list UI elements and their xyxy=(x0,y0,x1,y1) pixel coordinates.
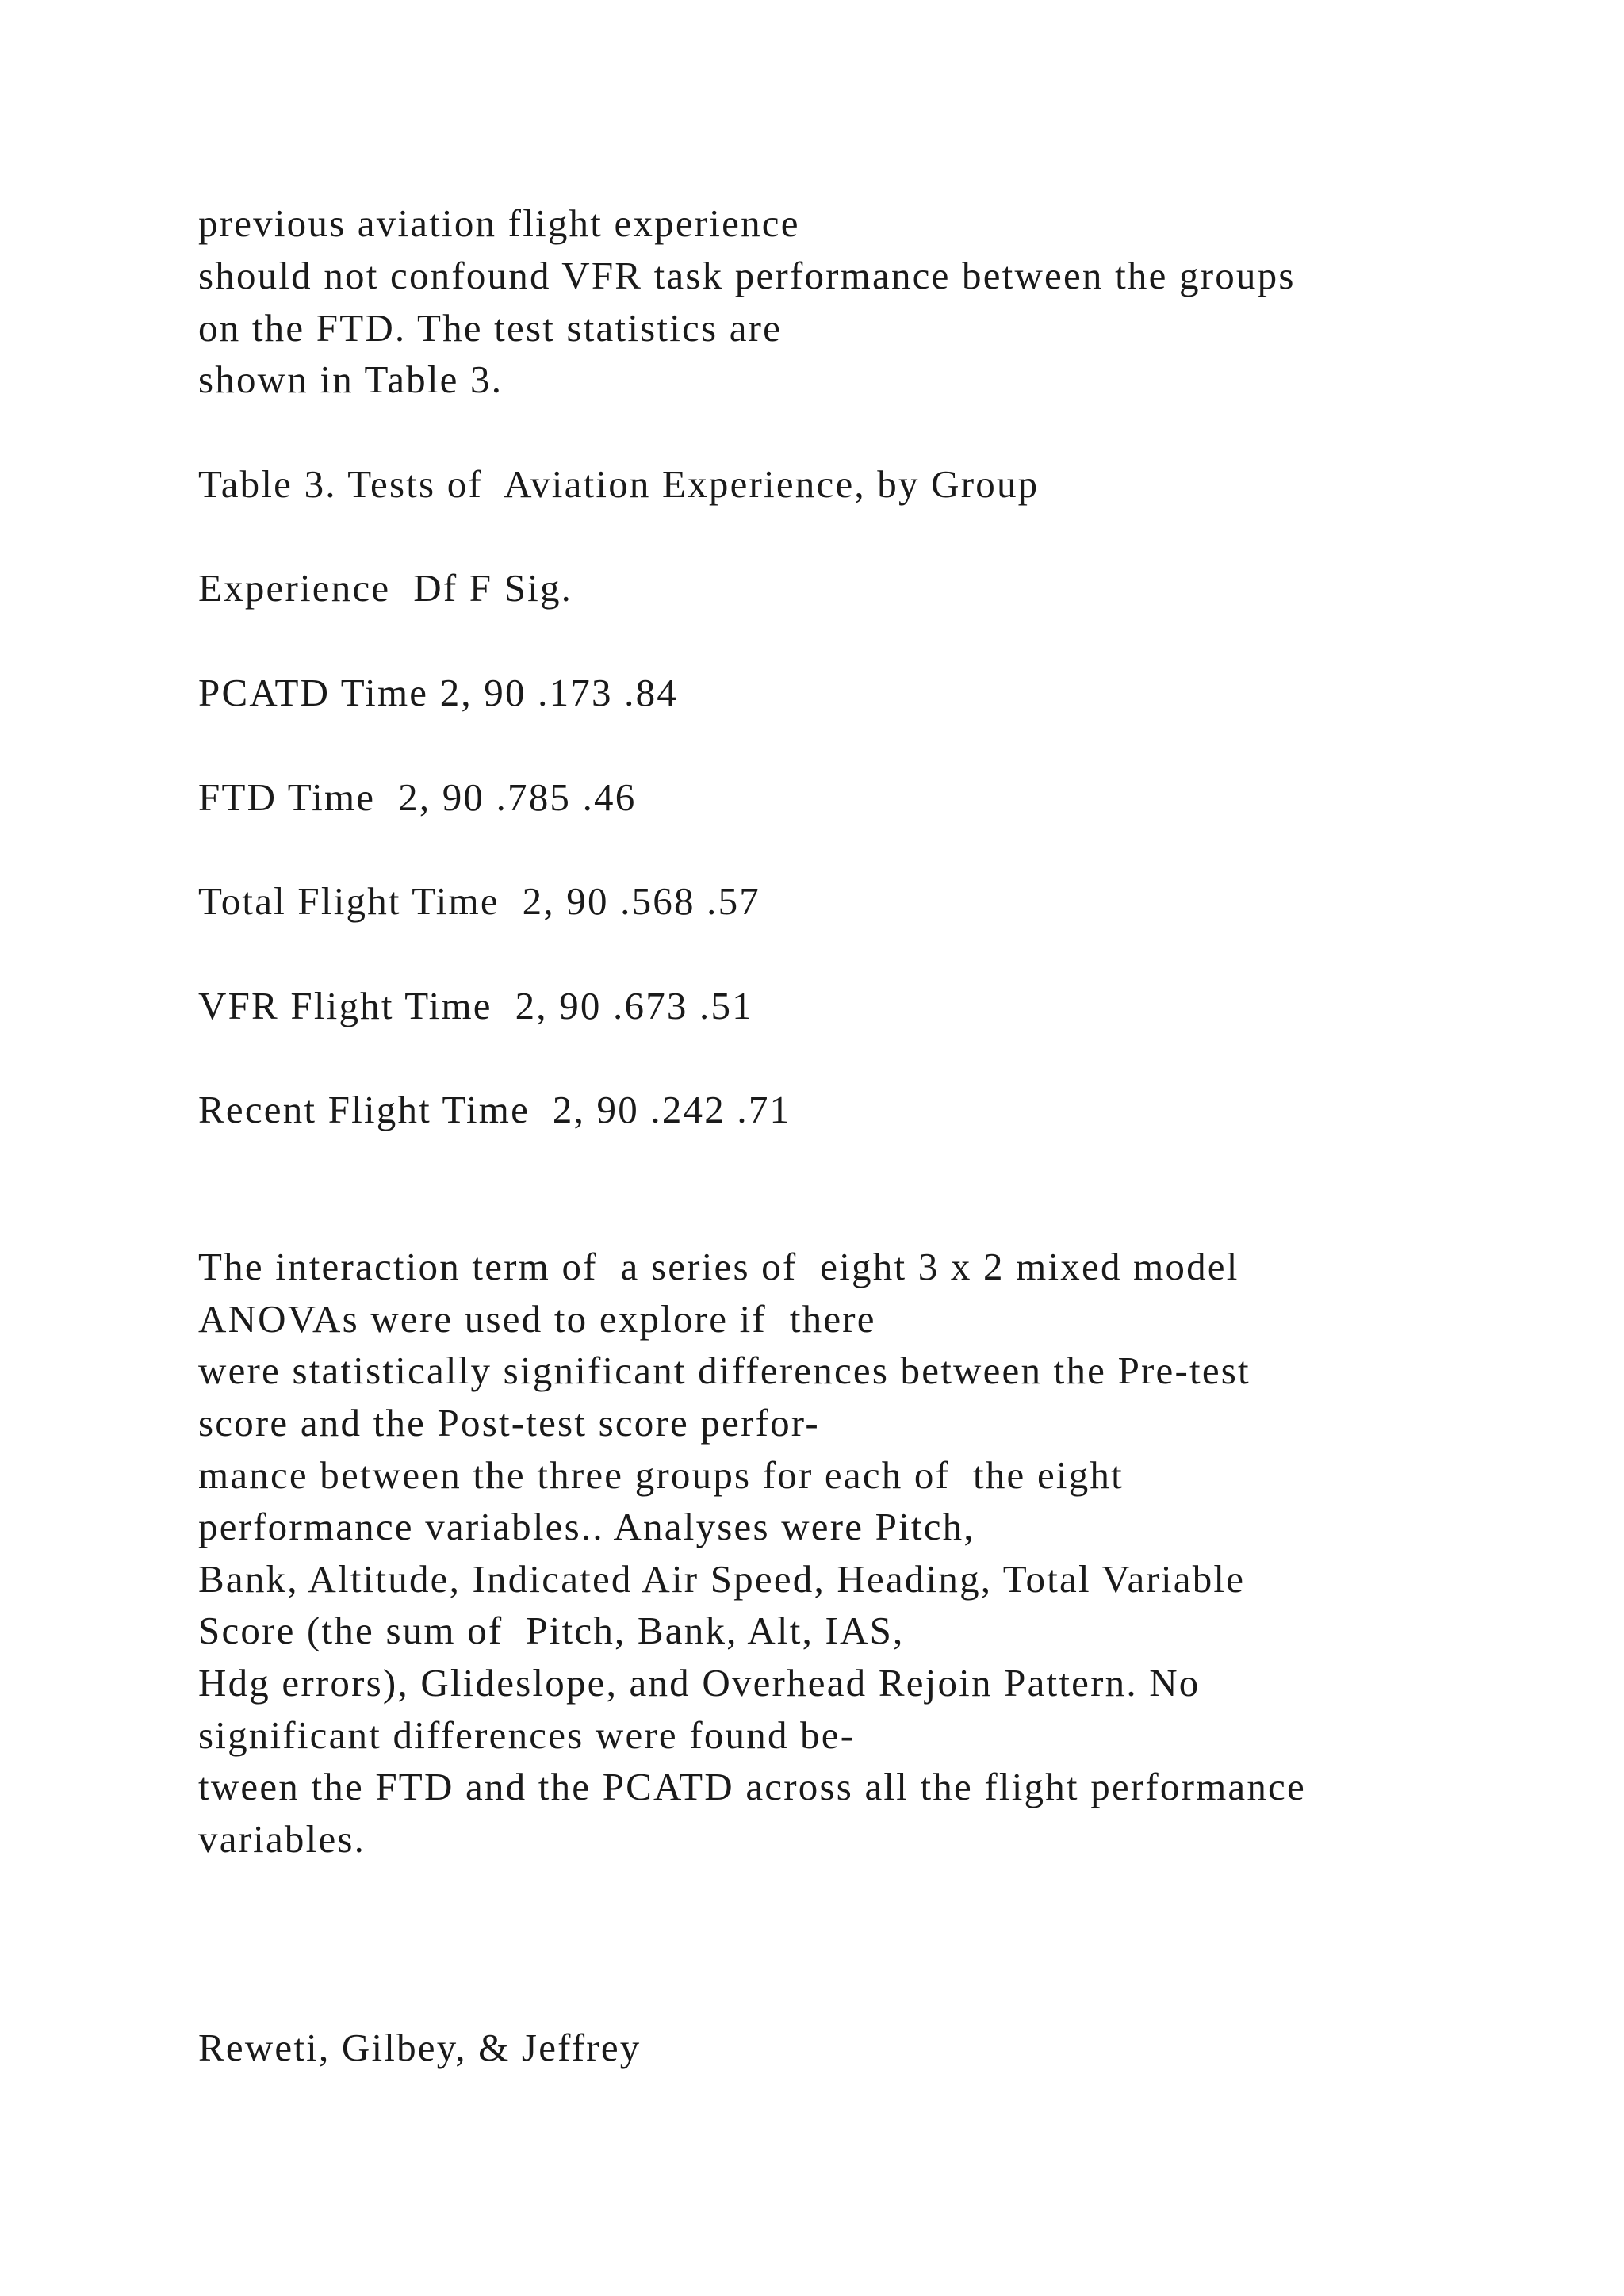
table-row: Recent Flight Time 2, 90 .242 .71 xyxy=(198,1088,791,1131)
footer-authors: Reweti, Gilbey, & Jeffrey xyxy=(198,2026,642,2069)
body-line: score and the Post-test score perfor- xyxy=(198,1401,820,1445)
body-line: ANOVAs were used to explore if there xyxy=(198,1297,876,1341)
body-line: variables. xyxy=(198,1817,366,1861)
body-line: significant differences were found be- xyxy=(198,1713,856,1757)
table-row: FTD Time 2, 90 .785 .46 xyxy=(198,775,637,819)
table-header: Experience Df F Sig. xyxy=(198,566,573,610)
body-line: were statistically significant differences between the Pre-test xyxy=(198,1349,1251,1392)
intro-line: shown in Table 3. xyxy=(198,358,504,401)
intro-line: previous aviation flight experience xyxy=(198,201,800,245)
table-row: PCATD Time 2, 90 .173 .84 xyxy=(198,671,679,714)
intro-line: should not confound VFR task performance between the groups xyxy=(198,254,1296,297)
body-line: performance variables.. Analyses were Pitch, xyxy=(198,1505,975,1548)
body-line: mance between the three groups for each of the eight xyxy=(198,1453,1124,1497)
table-row: Total Flight Time 2, 90 .568 .57 xyxy=(198,879,760,923)
table-row: VFR Flight Time 2, 90 .673 .51 xyxy=(198,984,753,1027)
intro-line: on the FTD. The test statistics are xyxy=(198,306,783,350)
table-caption: Table 3. Tests of Aviation Experience, by Group xyxy=(198,462,1040,506)
body-line: The interaction term of a series of eight 3 x 2 mixed model xyxy=(198,1245,1239,1288)
body-line: Bank, Altitude, Indicated Air Speed, Heading, Total Variable xyxy=(198,1557,1246,1601)
body-line: tween the FTD and the PCATD across all the flight performance xyxy=(198,1765,1306,1808)
body-line: Hdg errors), Glideslope, and Overhead Rejoin Pattern. No xyxy=(198,1661,1201,1705)
body-line: Score (the sum of Pitch, Bank, Alt, IAS, xyxy=(198,1609,905,1652)
